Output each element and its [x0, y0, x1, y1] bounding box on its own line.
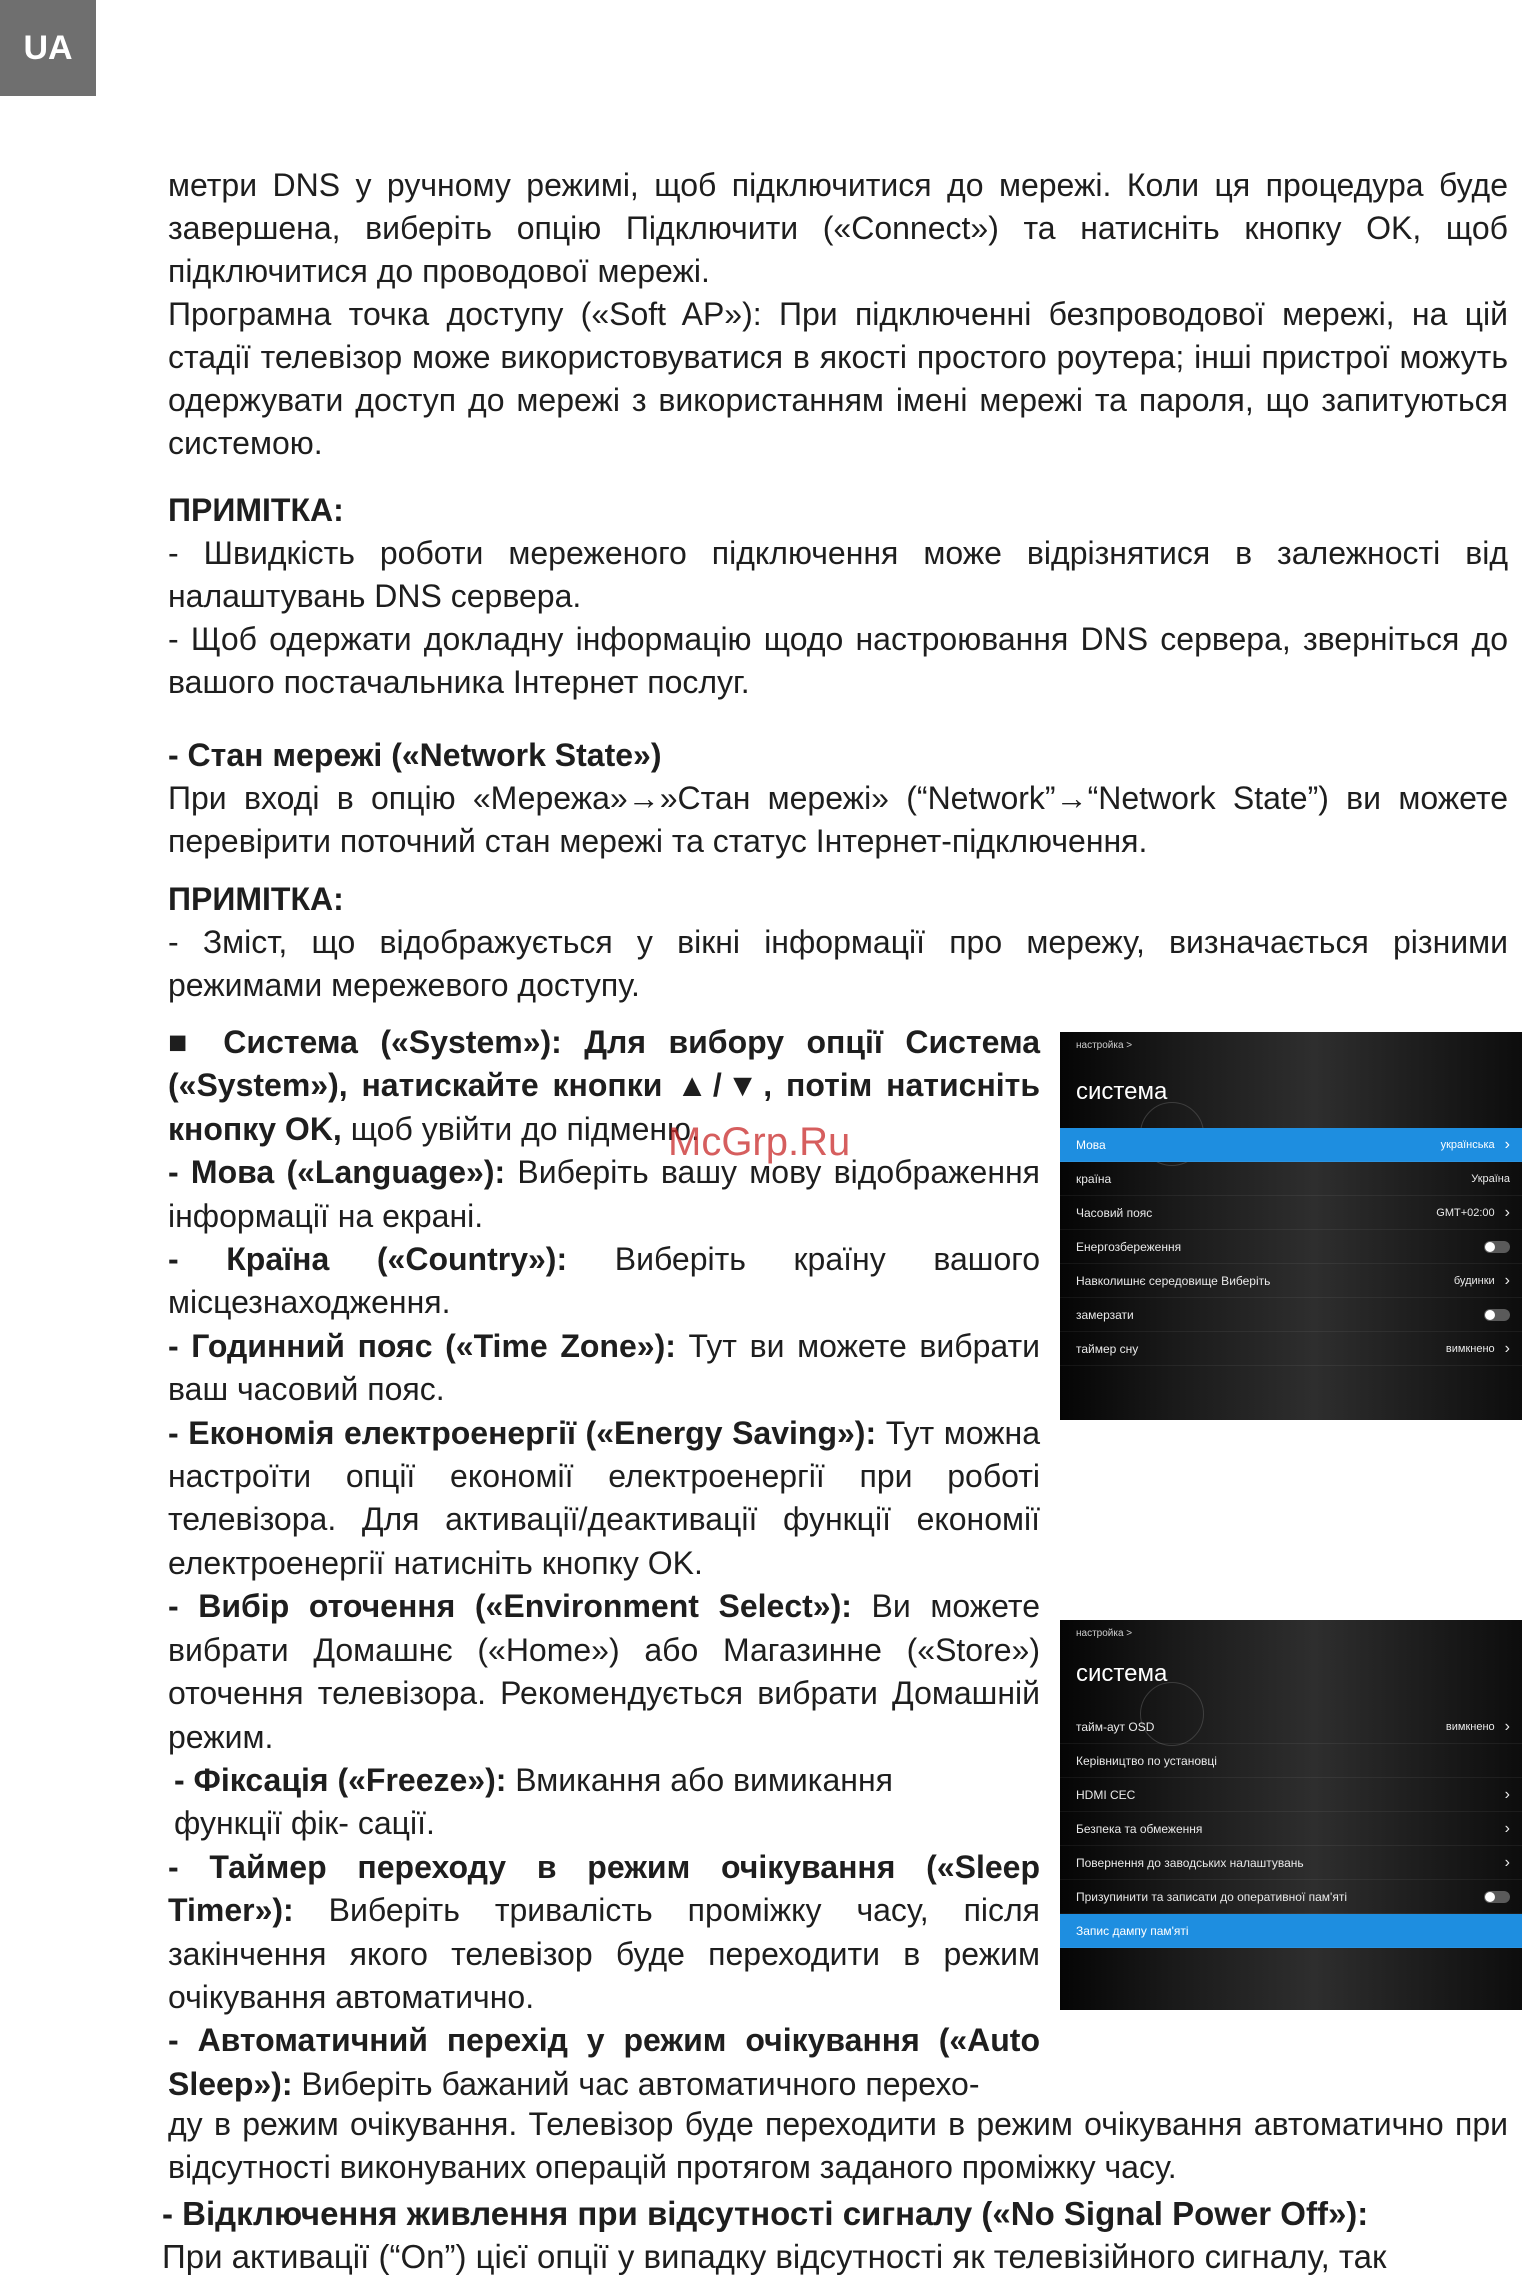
- menu-item-suspend-to-ram[interactable]: [1060, 1880, 1522, 1914]
- menu-item-label: Призупинити та записати до оперативної пам'яті: [1076, 1889, 1347, 1904]
- menu-item-label: країна: [1076, 1171, 1112, 1186]
- menu-item-label: тайм-аут OSD: [1076, 1719, 1155, 1734]
- menu-item-country[interactable]: [1060, 1162, 1522, 1196]
- freeze-item: [168, 1759, 994, 1846]
- system-intro-rest: щоб увійти до підменю.: [341, 1110, 700, 1147]
- menu-title: система: [1076, 1078, 1168, 1105]
- menu-item-time-zone[interactable]: [1060, 1196, 1522, 1230]
- menu-item-label: Енергозбереження: [1076, 1239, 1182, 1254]
- auto-sleep-continuation: ду в режим очікування. Телевізор буде переходити в режим очікування автоматично при відсутності виконуваних операцій протягом заданого проміжку часу.: [168, 2106, 1508, 2185]
- energy-saving-item-rest: Тут можна настроїти опції економії електроенергії при роботі телевізора. Для активації/деактивації функції економії електроенергії натисніть кнопку OK.: [168, 1414, 1040, 1581]
- environment-item: [168, 1585, 1040, 1759]
- system-section: [168, 1021, 1040, 2106]
- sleep-timer-item-rest: Виберіть тривалість проміжку часу, після закінчення якого телевізор буде переходити в режим очікування автоматично.: [168, 1892, 1040, 2015]
- country-item-rest: Виберіть країну вашого місцезнаходження.: [168, 1241, 1041, 1321]
- menu-item-label: Безпека та обмеження: [1076, 1821, 1203, 1836]
- note-2-body: - Зміст, що відображується у вікні інформації про мережу, визначається різними режимами мережевого доступу.: [168, 924, 1508, 1003]
- environment-item-bold: - Вибір оточення («Environment Select»):: [168, 1588, 852, 1625]
- menu-item-label: Часовий пояс: [1076, 1205, 1153, 1220]
- note-1-item-a: - Швидкість роботи мереженого підключення може відрізнятися в залежності від налаштувань DNS сервера.: [168, 535, 1508, 614]
- menu-item-language[interactable]: [1060, 1128, 1522, 1162]
- menu-list: [1060, 1710, 1522, 1948]
- energy-saving-item: [168, 1412, 1040, 1586]
- network-state-body: При вході в опцію «Мережа»→»Стан мережі» (“Network”→“Network State”) ви можете перевірити поточний стан мережі та статус Інтернет-підключення.: [168, 780, 1508, 859]
- menu-item-value: GMT+02:00: [1436, 1206, 1495, 1219]
- note-2: [168, 878, 1508, 1007]
- sleep-timer-item-bold: - Таймер переходу в режим очікування («Sleep Timer»):: [168, 1848, 1040, 1929]
- menu-item-factory-reset[interactable]: [1060, 1846, 1522, 1880]
- menu-item-value: будинки: [1453, 1274, 1495, 1287]
- tv-system-menu-screenshot-2: [1060, 1620, 1522, 2010]
- freeze-item-rest: Вмикання або вимикання функції фік- сації.: [174, 1761, 893, 1842]
- breadcrumb: настройка >: [1076, 1628, 1133, 1639]
- menu-item-environment[interactable]: [1060, 1264, 1522, 1298]
- menu-item-value: українська: [1440, 1138, 1495, 1151]
- country-item-bold: - Країна («Country»):: [168, 1241, 568, 1278]
- toggle-switch[interactable]: [1484, 1309, 1510, 1321]
- menu-item-security[interactable]: [1060, 1812, 1522, 1846]
- menu-item-hdmi-cec[interactable]: [1060, 1778, 1522, 1812]
- menu-title: система: [1076, 1660, 1168, 1687]
- menu-item-sleep-timer[interactable]: [1060, 1332, 1522, 1366]
- auto-sleep-item: [168, 2019, 1040, 2106]
- intro-section: [168, 164, 1508, 465]
- environment-item-rest: Ви можете вибрати Домашнє («Home») або Магазинне («Store») оточення телевізора. Рекомендується вибрати Домашній режим.: [168, 1588, 1041, 1755]
- note-2-heading: ПРИМІТКА:: [168, 881, 344, 917]
- menu-item-value: вимкнено: [1445, 1720, 1495, 1733]
- toggle-switch[interactable]: [1484, 1241, 1510, 1253]
- chevron-right-icon: ›: [1504, 1785, 1510, 1803]
- tv-system-menu-screenshot-1: [1060, 1032, 1522, 1420]
- time-zone-item-rest: Тут ви можете вибрати ваш часовий пояс.: [168, 1327, 1041, 1408]
- soft-ap-paragraph: Програмна точка доступу («Soft AP»): При підключенні безпроводової мережі, на цій стадії телевізор може використовуватися в якості простого роутера; інші пристрої можуть одержувати доступ до мережі з використанням імені мережі та пароля, що запитуються системою.: [168, 296, 1508, 461]
- time-zone-item: [168, 1325, 1040, 1412]
- note-1-heading: ПРИМІТКА:: [168, 492, 344, 528]
- language-badge: UA: [0, 0, 96, 96]
- chevron-right-icon: ›: [1504, 1271, 1510, 1289]
- chevron-right-icon: ›: [1504, 1819, 1510, 1837]
- menu-item-label: HDMI CEC: [1076, 1787, 1136, 1802]
- network-state-heading: - Стан мережі («Network State»): [168, 737, 662, 773]
- watermark: McGrp.Ru: [668, 1120, 851, 1164]
- auto-sleep-item-rest: Виберіть бажаний час автоматичного перехо-: [292, 2065, 980, 2102]
- menu-list: [1060, 1128, 1522, 1366]
- network-state-section: [168, 734, 1508, 863]
- no-signal-body: При активації (“On”) цієї опції у випадку відсутності як телевізійного сигналу, так: [162, 2238, 1387, 2275]
- system-intro-bold: ■ Система («System»): Для вибору опції Система («System»), натискайте кнопки ▲/▼, потім натисніть кнопку OK,: [168, 1024, 1040, 1147]
- note-1: [168, 489, 1508, 704]
- time-zone-item-bold: - Годинний пояс («Time Zone»):: [168, 1327, 676, 1364]
- language-item-rest: Виберіть вашу мову відображення інформації на екрані.: [168, 1154, 1041, 1234]
- energy-saving-item-bold: - Економія електроенергії («Energy Saving»):: [168, 1414, 877, 1451]
- no-signal-section: [162, 2192, 1508, 2278]
- menu-item-memory-dump[interactable]: [1060, 1914, 1522, 1948]
- menu-item-label: Навколишнє середовище Виберіть: [1076, 1273, 1271, 1288]
- chevron-right-icon: ›: [1504, 1853, 1510, 1871]
- language-item: [168, 1151, 1040, 1238]
- menu-item-label: Керівництво по установці: [1076, 1753, 1217, 1768]
- menu-item-label: Повернення до заводських налаштувань: [1076, 1855, 1304, 1870]
- menu-item-label: Запис дампу пам'яті: [1076, 1923, 1189, 1938]
- menu-item-value: Україна: [1471, 1172, 1510, 1185]
- menu-item-value: вимкнено: [1445, 1342, 1495, 1355]
- toggle-switch[interactable]: [1484, 1891, 1510, 1903]
- breadcrumb: настройка >: [1076, 1040, 1133, 1051]
- system-intro: [168, 1021, 1040, 1151]
- chevron-right-icon: ›: [1504, 1203, 1510, 1221]
- menu-item-energy-saving[interactable]: [1060, 1230, 1522, 1264]
- menu-item-freeze[interactable]: [1060, 1298, 1522, 1332]
- sleep-timer-item: [168, 1846, 1040, 2020]
- country-item: [168, 1238, 1040, 1325]
- note-1-item-b: - Щоб одержати докладну інформацію щодо настроювання DNS сервера, зверніться до вашого постачальника Інтернет послуг.: [168, 621, 1508, 700]
- freeze-item-bold: - Фіксація («Freeze»):: [174, 1761, 507, 1798]
- menu-item-label: Мова: [1076, 1137, 1106, 1152]
- no-signal-heading: - Відключення живлення при відсутності сигналу («No Signal Power Off»):: [162, 2195, 1369, 2232]
- auto-sleep-item-bold: - Автоматичний перехід у режим очікування («Auto Sleep»):: [168, 2022, 1040, 2102]
- chevron-right-icon: ›: [1504, 1339, 1510, 1357]
- menu-item-label: замерзати: [1076, 1307, 1134, 1322]
- chevron-right-icon: ›: [1504, 1135, 1510, 1153]
- chevron-right-icon: ›: [1504, 1717, 1510, 1735]
- menu-item-osd-timeout[interactable]: [1060, 1710, 1522, 1744]
- menu-item-label: таймер сну: [1076, 1341, 1139, 1356]
- language-item-bold: - Мова («Language»):: [168, 1154, 506, 1191]
- dns-paragraph: метри DNS у ручному режимі, щоб підключитися до мережі. Коли ця процедура буде завершена, виберіть опцію Підключити («Connect») та натисніть кнопку OK, щоб підключитися до проводової мережі.: [168, 167, 1508, 289]
- menu-item-installation-guide[interactable]: [1060, 1744, 1522, 1778]
